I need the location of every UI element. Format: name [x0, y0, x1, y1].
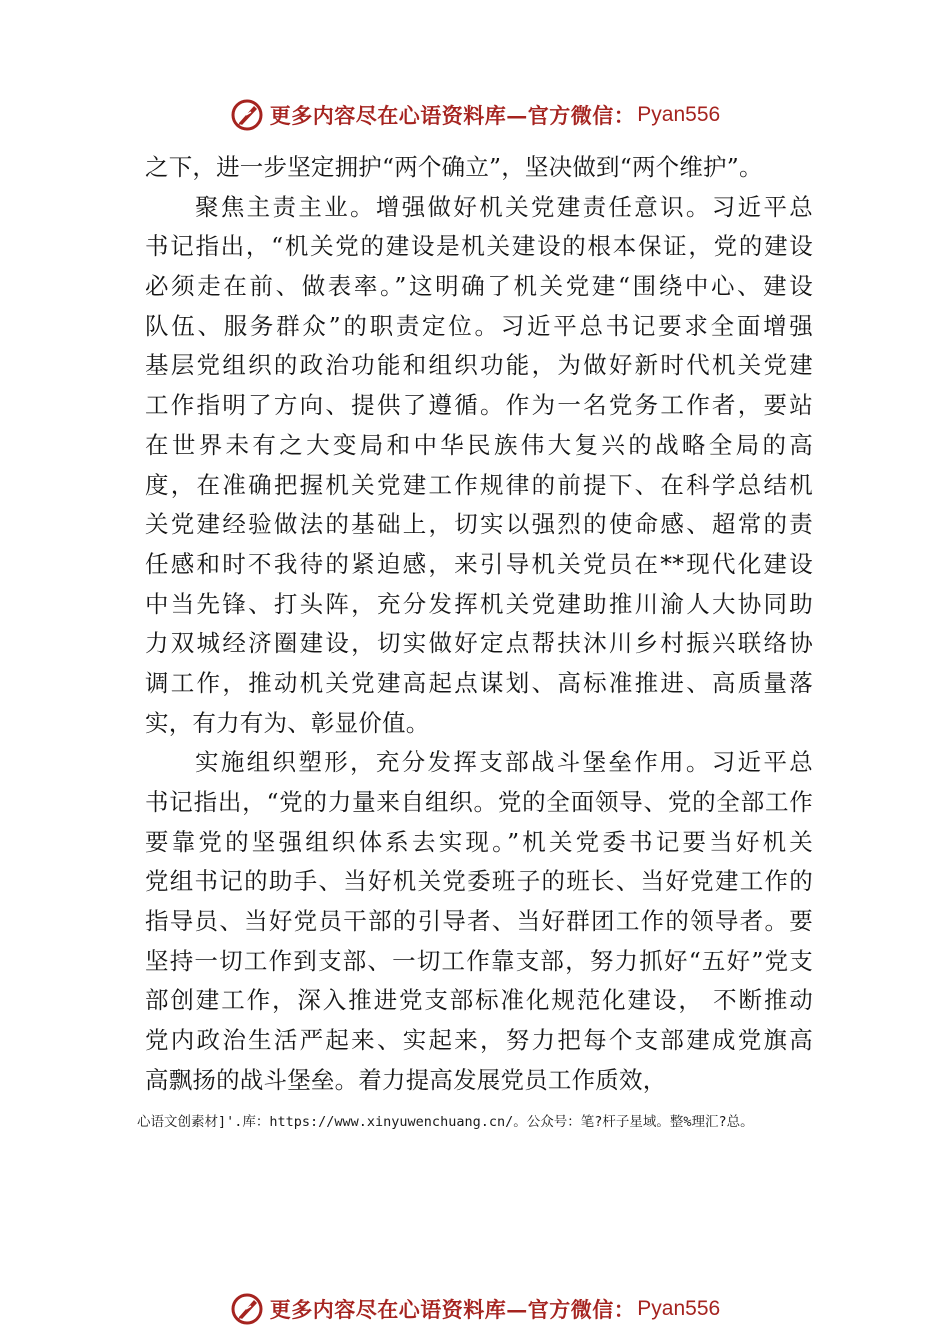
text-line: 工作指明了方向、提供了遵循。作为一名党务工作者，要站: [145, 391, 813, 420]
banner-text: 更多内容尽在心语资料库—官方微信：: [269, 103, 636, 128]
footer-watermark-banner: [0, 1286, 950, 1332]
text-line: 党内政治生活严起来、实起来，努力把每个支部建成党旗高: [145, 1026, 813, 1055]
footnote-source: 心语文创素材]'.库：https://www.xinyuwenchuang.cn/。公众号：笔?杆子星域。整%理汇?总。: [137, 1114, 754, 1130]
text-line: 坚持一切工作到支部、一切工作靠支部，努力抓好“五好”党支: [145, 946, 813, 975]
text-line: 部创建工作，深入推进党支部标准化规范化建设， 不断推动: [145, 986, 813, 1015]
paragraph-first-line: 实施组织塑形，充分发挥支部战斗堡垒作用。习近平总: [195, 748, 813, 777]
text-line: 党组书记的助手、当好机关党委班子的班长、当好党建工作的: [145, 867, 813, 896]
paragraph-first-line: 聚焦主责主业。增强做好机关党建责任意识。习近平总: [195, 192, 813, 221]
text-line: 度，在准确把握机关党建工作规律的前提下、在科学总结机: [145, 470, 813, 499]
text-line: 调工作，推动机关党建高起点谋划、高标准推进、高质量落: [145, 668, 813, 697]
text-line: 高飘扬的战斗堡垒。着力提高发展党员工作质效，: [145, 1065, 667, 1094]
text-line: 必须走在前、做表率。”这明确了机关党建“围绕中心、建设: [145, 272, 813, 301]
text-line: 之下，进一步坚定拥护“两个确立”，坚决做到“两个维护”。: [145, 153, 763, 181]
text-line: 任感和时不我待的紧迫感，来引导机关党员在**现代化建设: [145, 549, 813, 578]
text-line: 中当先锋、打头阵，充分发挥机关党建助推川渝人大协同助: [145, 589, 813, 618]
text-line: 基层党组织的政治功能和组织功能，为做好新时代机关党建: [145, 351, 813, 380]
text-line: 书记指出，“机关党的建设是机关建设的根本保证，党的建设: [145, 232, 813, 261]
text-line: 在世界未有之大变局和中华民族伟大复兴的战略全局的高: [145, 430, 813, 459]
quill-pen-circle-icon: [230, 98, 264, 132]
text-line: 力双城经济圈建设，切实做好定点帮扶沐川乡村振兴联络协: [145, 629, 813, 658]
text-line: 书记指出，“党的力量来自组织。党的全面领导、党的全部工作: [145, 788, 813, 816]
document-body: [145, 148, 813, 1101]
text-line: 要靠党的坚强组织体系去实现。”机关党委书记要当好机关: [145, 827, 813, 856]
text-line: 队伍、服务群众”的职责定位。习近平总书记要求全面增强: [145, 311, 813, 340]
quill-pen-circle-icon: [230, 1292, 264, 1326]
header-watermark-banner: [0, 92, 950, 138]
banner-wechat-id: Pyan556: [637, 103, 721, 126]
text-line: 指导员、当好党员干部的引导者、当好群团工作的领导者。要: [145, 907, 813, 936]
text-line: 实，有力有为、彰显价值。: [145, 708, 430, 737]
text-line: 关党建经验做法的基础上，切实以强烈的使命感、超常的责: [145, 510, 813, 539]
banner-text: 更多内容尽在心语资料库—官方微信：: [269, 1297, 636, 1322]
banner-wechat-id: Pyan556: [637, 1297, 721, 1320]
